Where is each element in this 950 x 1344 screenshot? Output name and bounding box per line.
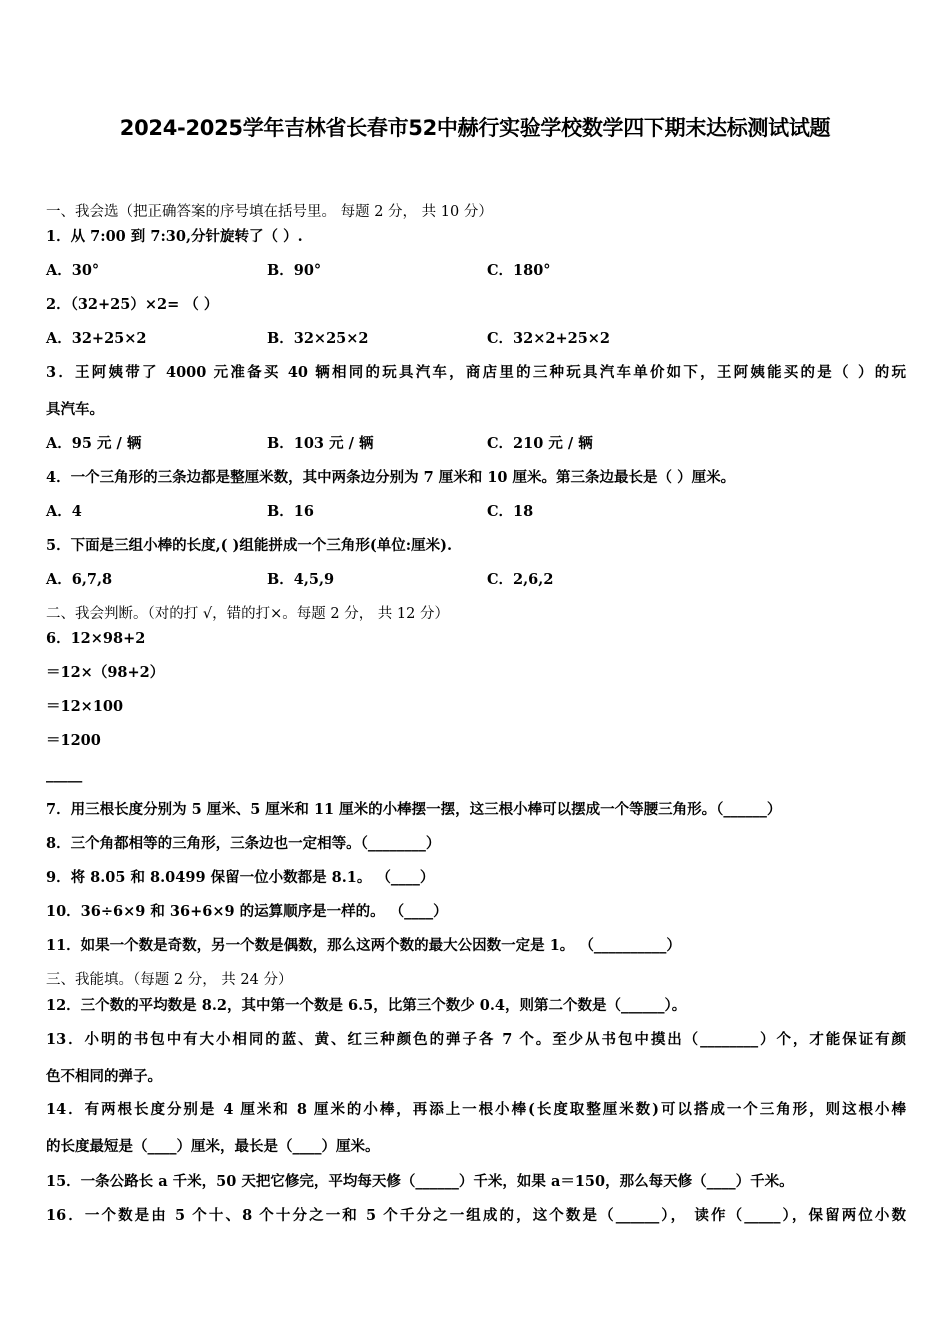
- question-14-line-1: 14．有两根长度分别是 4 厘米和 8 厘米的小棒，再添上一根小棒(长度取整厘米数)可以搭成一个三角形，则这根小棒: [46, 1101, 906, 1118]
- question-8: 8．三个角都相等的三角形，三条边也一定相等。（________）: [46, 835, 441, 852]
- question-13-line-1: 13．小明的书包中有大小相同的蓝、黄、红三种颜色的弹子各 7 个。至少从书包中摸出（________）个，才能保证有颜: [46, 1031, 906, 1048]
- q5-option-c: C．2,6,2: [487, 571, 554, 588]
- question-12: 12．三个数的平均数是 8.2，其中第一个数是 6.5，比第三个数少 0.4，则第二个数是（______）。: [46, 997, 687, 1014]
- q1-option-c: C．180°: [487, 262, 551, 279]
- section-3-heading: 三、我能填。（每题 2 分， 共 24 分）: [46, 972, 293, 988]
- section-2-heading: 二、我会判断。（对的打 √，错的打×。每题 2 分， 共 12 分）: [46, 606, 449, 622]
- q2-option-a: A．32+25×2: [46, 330, 147, 347]
- question-7: 7．用三根长度分别为 5 厘米、5 厘米和 11 厘米的小棒摆一摆，这三根小棒可以摆成一个等腰三角形。（______）: [46, 801, 782, 818]
- question-13-line-2: 色不相同的弹子。: [46, 1068, 162, 1085]
- question-6-line-3: ＝12×100: [46, 698, 124, 715]
- q5-option-b: B．4,5,9: [267, 571, 335, 588]
- question-10: 10．36÷6×9 和 36+6×9 的运算顺序是一样的。 （____）: [46, 903, 448, 920]
- question-3-line-1: 3．王阿姨带了 4000 元准备买 40 辆相同的玩具汽车，商店里的三种玩具汽车单价如下，王阿姨能买的是（ ）的玩: [46, 364, 906, 381]
- q1-option-b: B．90°: [267, 262, 322, 279]
- q5-option-a: A．6,7,8: [46, 571, 113, 588]
- question-9: 9．将 8.05 和 8.0499 保留一位小数都是 8.1。 （____）: [46, 869, 435, 886]
- question-15: 15．一条公路长 a 千米，50 天把它修完，平均每天修（______）千米，如果 a＝150，那么每天修（____）千米。: [46, 1173, 794, 1190]
- question-6-line-4: ＝1200: [46, 732, 101, 749]
- question-1: 1．从 7:00 到 7:30,分针旋转了（ ）.: [46, 228, 303, 245]
- question-6-answer-blank: _____: [46, 766, 83, 783]
- question-4: 4．一个三角形的三条边都是整厘米数，其中两条边分别为 7 厘米和 10 厘米。第三条边最长是（ ）厘米。: [46, 469, 736, 486]
- q4-option-b: B．16: [267, 503, 314, 520]
- q4-option-c: C．18: [487, 503, 534, 520]
- question-6-line-2: ＝12×（98+2）: [46, 664, 165, 681]
- question-2: 2．（32+25）×2= （ ）: [46, 296, 219, 313]
- question-11: 11．如果一个数是奇数，另一个数是偶数，那么这两个数的最大公因数一定是 1。 （__________）: [46, 937, 681, 954]
- q2-option-b: B．32×25×2: [267, 330, 369, 347]
- q3-option-c: C．210 元 / 辆: [487, 435, 593, 452]
- question-16: 16．一个数是由 5 个十、8 个十分之一和 5 个千分之一组成的，这个数是（______）， 读作（_____），保留两位小数: [46, 1207, 906, 1224]
- q3-option-b: B．103 元 / 辆: [267, 435, 374, 452]
- q1-option-a: A．30°: [46, 262, 100, 279]
- question-6-line-1: 6．12×98+2: [46, 630, 146, 647]
- q3-option-a: A．95 元 / 辆: [46, 435, 142, 452]
- page-title: 2024-2025学年吉林省长春市52中赫行实验学校数学四下期末达标测试试题: [119, 116, 831, 140]
- question-5: 5．下面是三组小棒的长度,( )组能拼成一个三角形(单位:厘米).: [46, 537, 453, 554]
- q4-option-a: A．4: [46, 503, 82, 520]
- question-3-line-2: 具汽车。: [46, 401, 104, 418]
- q2-option-c: C．32×2+25×2: [487, 330, 611, 347]
- question-14-line-2: 的长度最短是（____）厘米，最长是（____）厘米。: [46, 1138, 380, 1155]
- section-1-heading: 一、我会选（把正确答案的序号填在括号里。 每题 2 分， 共 10 分）: [46, 204, 493, 220]
